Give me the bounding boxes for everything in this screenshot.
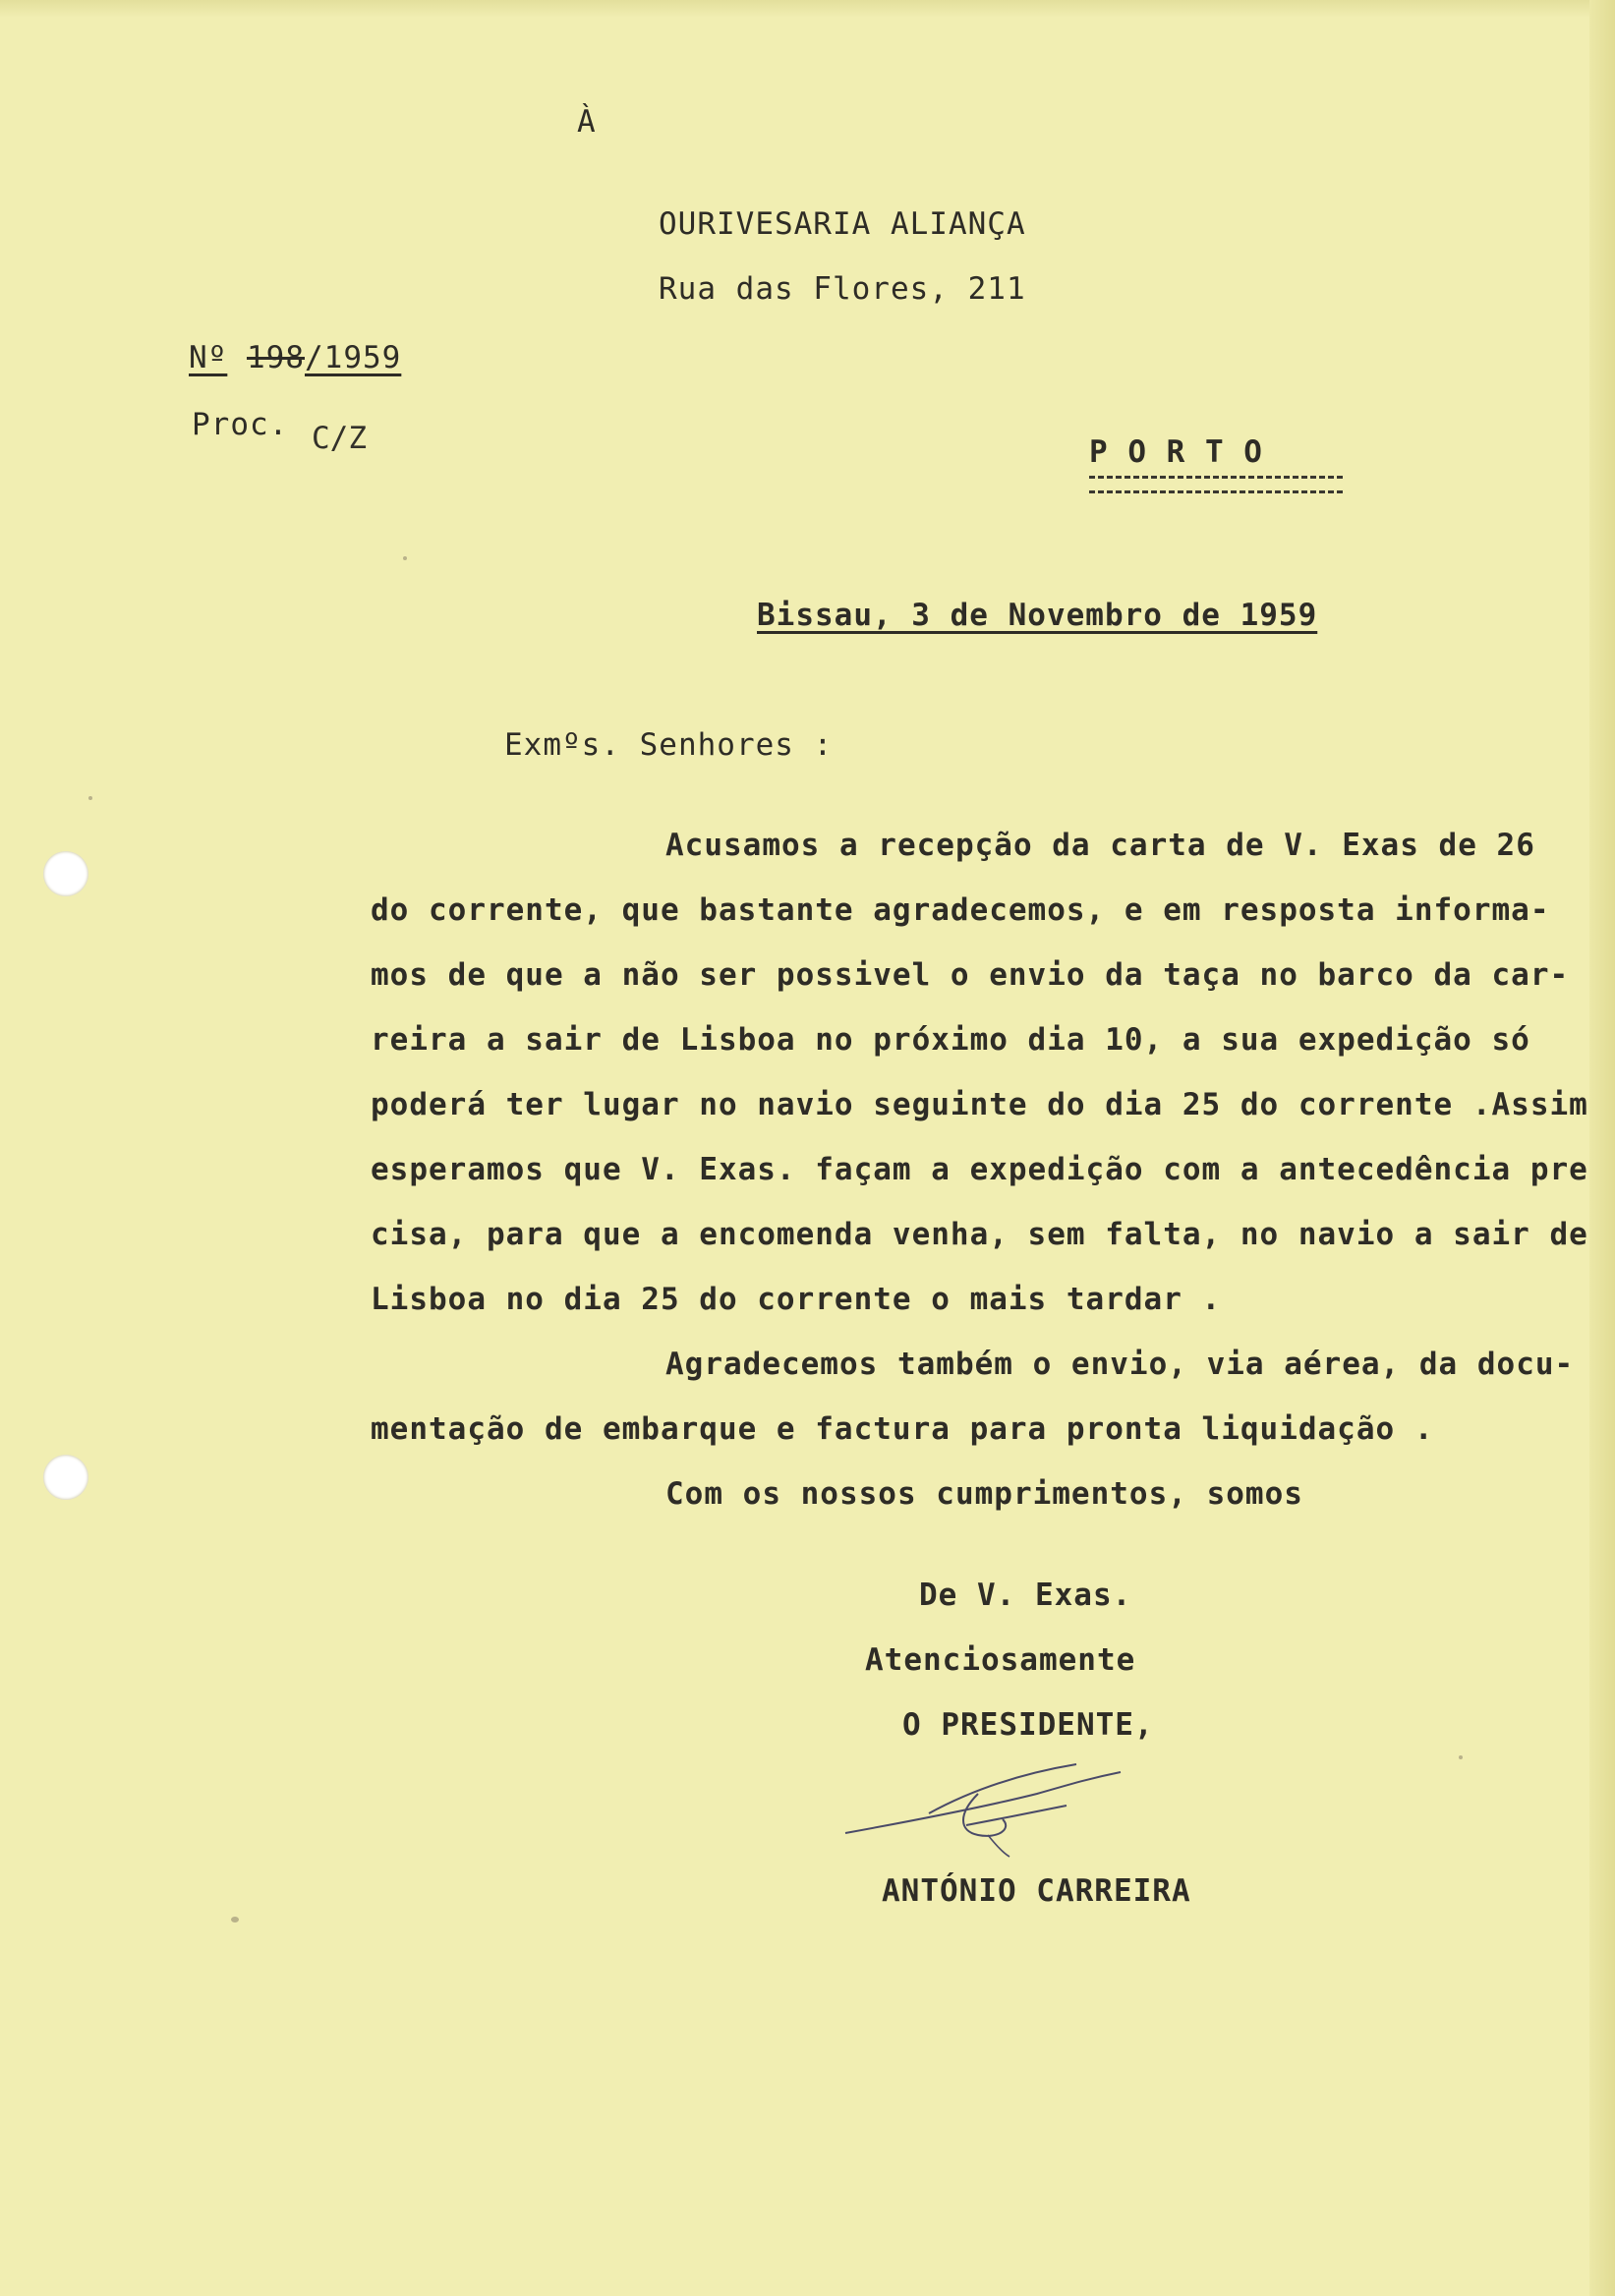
reference-number [189, 340, 401, 375]
body-line: esperamos que V. Exas. façam a expedição com a antecedência pre [371, 1152, 1588, 1187]
body-line: mentação de embarque e factura para pronta liquidação . [371, 1411, 1434, 1447]
proc-label: Proc. [192, 407, 289, 442]
body-line: cisa, para que a encomenda venha, sem falta, no navio a sair de [371, 1217, 1588, 1252]
destination-city: P O R T O [1089, 434, 1263, 470]
body-line: do corrente, que bastante agradecemos, e em resposta informa- [371, 892, 1550, 928]
addressee-name: OURIVESARIA ALIANÇA [659, 206, 1026, 242]
reference-number-struck: 198 [247, 340, 305, 375]
signatory-title: O PRESIDENTE, [902, 1707, 1154, 1743]
paper-speck [1459, 1755, 1463, 1759]
signatory-name: ANTÓNIO CARREIRA [882, 1873, 1191, 1909]
body-line: Lisboa no dia 25 do corrente o mais tardar . [371, 1282, 1222, 1317]
punch-hole-top [43, 851, 88, 896]
closing-line: De V. Exas. [919, 1578, 1132, 1613]
reference-prefix: Nº [189, 340, 228, 375]
body-line: reira a sair de Lisboa no próximo dia 10, a sua expedição só [371, 1022, 1530, 1058]
paper-speck [231, 1917, 239, 1923]
body-line: mos de que a não ser possivel o envio da taça no barco da car- [371, 957, 1570, 993]
city-double-underline [1089, 476, 1343, 493]
paper-right-edge [1589, 0, 1615, 2296]
addressee-street: Rua das Flores, 211 [659, 271, 1026, 307]
punch-hole-bottom [43, 1455, 88, 1500]
paper-speck [88, 796, 92, 800]
date-line: Bissau, 3 de Novembro de 1959 [757, 598, 1318, 633]
body-line: Acusamos a recepção da carta de V. Exas de 26 [665, 828, 1535, 863]
paper-top-edge [0, 0, 1615, 18]
body-line: Agradecemos também o envio, via aérea, da docu- [665, 1347, 1575, 1382]
body-line: poderá ter lugar no navio seguinte do dia 25 do corrente .Assim [371, 1087, 1588, 1122]
reference-year: /1959 [305, 340, 402, 375]
body-line: Com os nossos cumprimentos, somos [665, 1476, 1303, 1512]
closing-line: Atenciosamente [865, 1642, 1136, 1678]
handwritten-signature [840, 1754, 1135, 1863]
recipient-mark: À [577, 104, 597, 140]
salutation: Exmºs. Senhores : [504, 727, 834, 763]
proc-code-handwritten: C/Z [312, 421, 367, 456]
paper-speck [403, 556, 407, 560]
